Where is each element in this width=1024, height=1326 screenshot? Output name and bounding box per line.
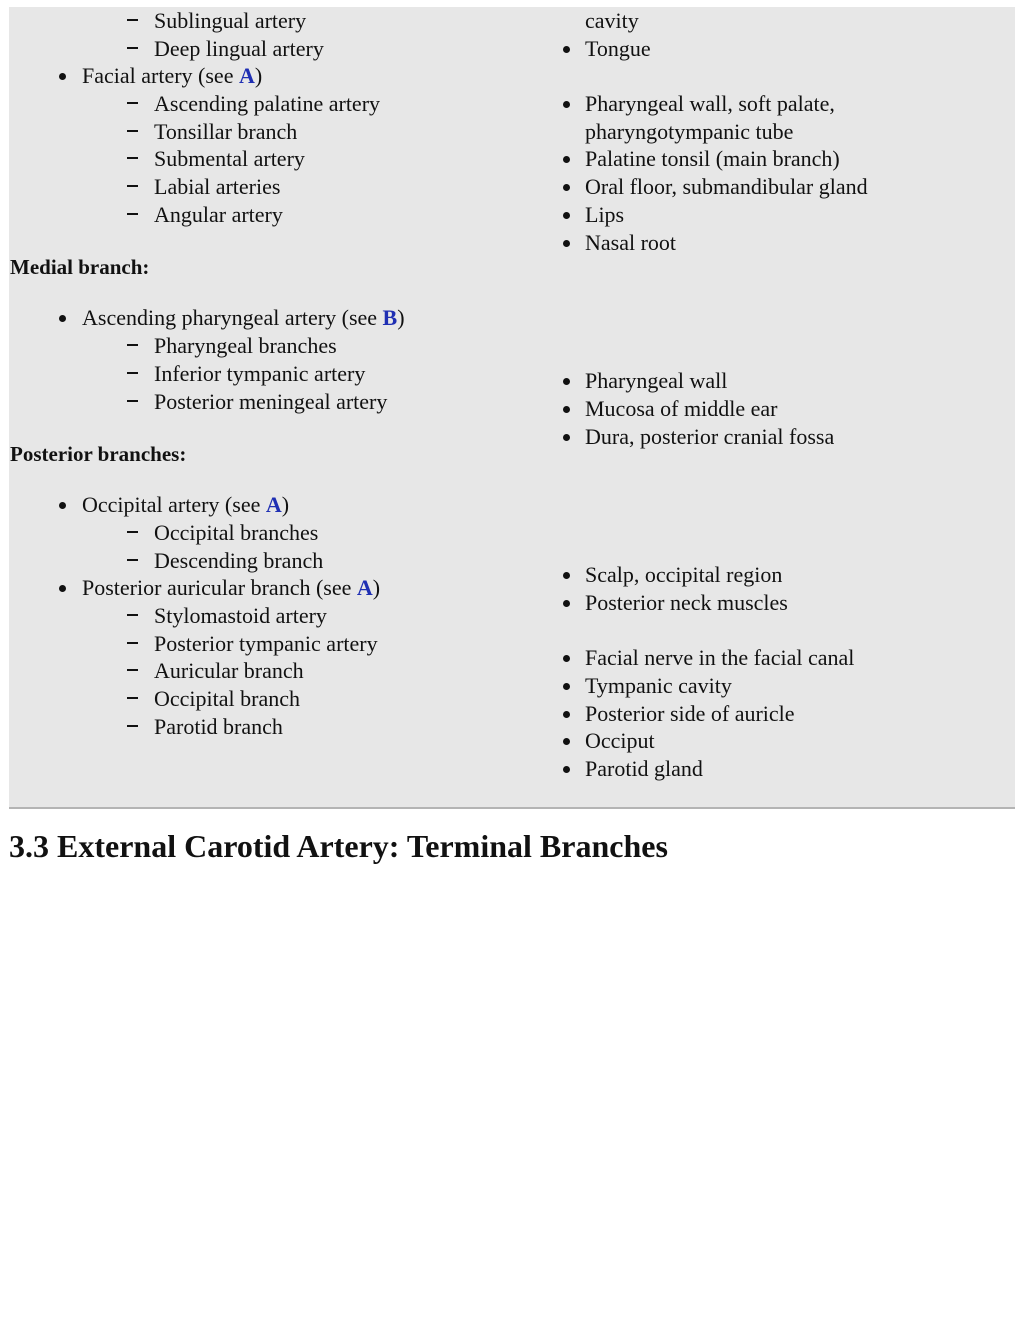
facial-artery-label: Facial artery (see xyxy=(82,63,239,88)
auricular-branch: Auricular branch xyxy=(154,658,304,683)
facial-artery-item xyxy=(82,62,262,90)
target-palatine-tonsil: Palatine tonsil (main branch) xyxy=(585,146,840,171)
figure-ref-link[interactable]: B xyxy=(382,305,398,330)
target-scalp-occipital: Scalp, occipital region xyxy=(585,562,783,587)
posterior-auricular-label: Posterior auricular branch (see xyxy=(82,575,357,600)
posterior-auricular-item xyxy=(82,574,380,602)
target-pharyngeal-wall-soft-palate: Pharyngeal wall, soft palate, xyxy=(585,91,835,116)
target-lips: Lips xyxy=(585,202,625,227)
cavity-continuation: cavity xyxy=(585,8,639,33)
target-tympanic-cavity: Tympanic cavity xyxy=(585,673,732,698)
target-tongue: Tongue xyxy=(585,36,651,61)
tonsillar-branch: Tonsillar branch xyxy=(154,119,298,144)
sublingual-artery: Sublingual artery xyxy=(154,8,307,33)
target-posterior-auricle: Posterior side of auricle xyxy=(585,701,795,726)
figure-ref-link[interactable]: A xyxy=(356,575,373,600)
occipital-artery-label: Occipital artery (see xyxy=(82,492,266,517)
target-occiput: Occiput xyxy=(585,728,655,753)
submental-artery: Submental artery xyxy=(154,146,305,171)
parotid-branch: Parotid branch xyxy=(154,714,283,739)
paren: ) xyxy=(372,575,381,600)
target-posterior-neck-muscles: Posterior neck muscles xyxy=(585,590,788,615)
angular-artery: Angular artery xyxy=(154,202,283,227)
descending-branch: Descending branch xyxy=(154,548,324,573)
occipital-branches: Occipital branches xyxy=(154,520,319,545)
occipital-branch: Occipital branch xyxy=(154,686,300,711)
target-pharyngeal-wall: Pharyngeal wall xyxy=(585,368,728,393)
posterior-tympanic-artery: Posterior tympanic artery xyxy=(154,631,378,656)
branches-table xyxy=(9,7,1015,809)
inferior-tympanic-artery: Inferior tympanic artery xyxy=(154,361,366,386)
target-oral-floor: Oral floor, submandibular gland xyxy=(585,174,868,199)
figure-ref-link[interactable]: A xyxy=(265,492,282,517)
posterior-meningeal-artery: Posterior meningeal artery xyxy=(154,389,388,414)
pharyngeal-branches: Pharyngeal branches xyxy=(154,333,337,358)
deep-lingual-artery: Deep lingual artery xyxy=(154,36,324,61)
target-pharyngotympanic-tube: pharyngotympanic tube xyxy=(585,119,794,144)
ascending-pharyngeal-label: Ascending pharyngeal artery (see xyxy=(82,305,383,330)
target-parotid-gland: Parotid gland xyxy=(585,756,703,781)
target-mucosa-middle-ear: Mucosa of middle ear xyxy=(585,396,778,421)
posterior-branches-heading: Posterior branches: xyxy=(10,442,187,466)
stylomastoid-artery: Stylomastoid artery xyxy=(154,603,327,628)
ascending-palatine-artery: Ascending palatine artery xyxy=(154,91,381,116)
paren: ) xyxy=(281,492,290,517)
occipital-artery-item xyxy=(82,491,289,519)
medial-branch-heading: Medial branch: xyxy=(10,255,150,279)
labial-arteries: Labial arteries xyxy=(154,174,281,199)
target-dura-posterior-fossa: Dura, posterior cranial fossa xyxy=(585,424,835,449)
section-title: 3.3 External Carotid Artery: Terminal Branches xyxy=(9,828,668,864)
paren: ) xyxy=(254,63,263,88)
figure-ref-link[interactable]: A xyxy=(238,63,255,88)
target-nasal-root: Nasal root xyxy=(585,230,677,255)
ascending-pharyngeal-item xyxy=(82,304,405,332)
target-facial-nerve: Facial nerve in the facial canal xyxy=(585,645,855,670)
paren: ) xyxy=(397,305,405,330)
